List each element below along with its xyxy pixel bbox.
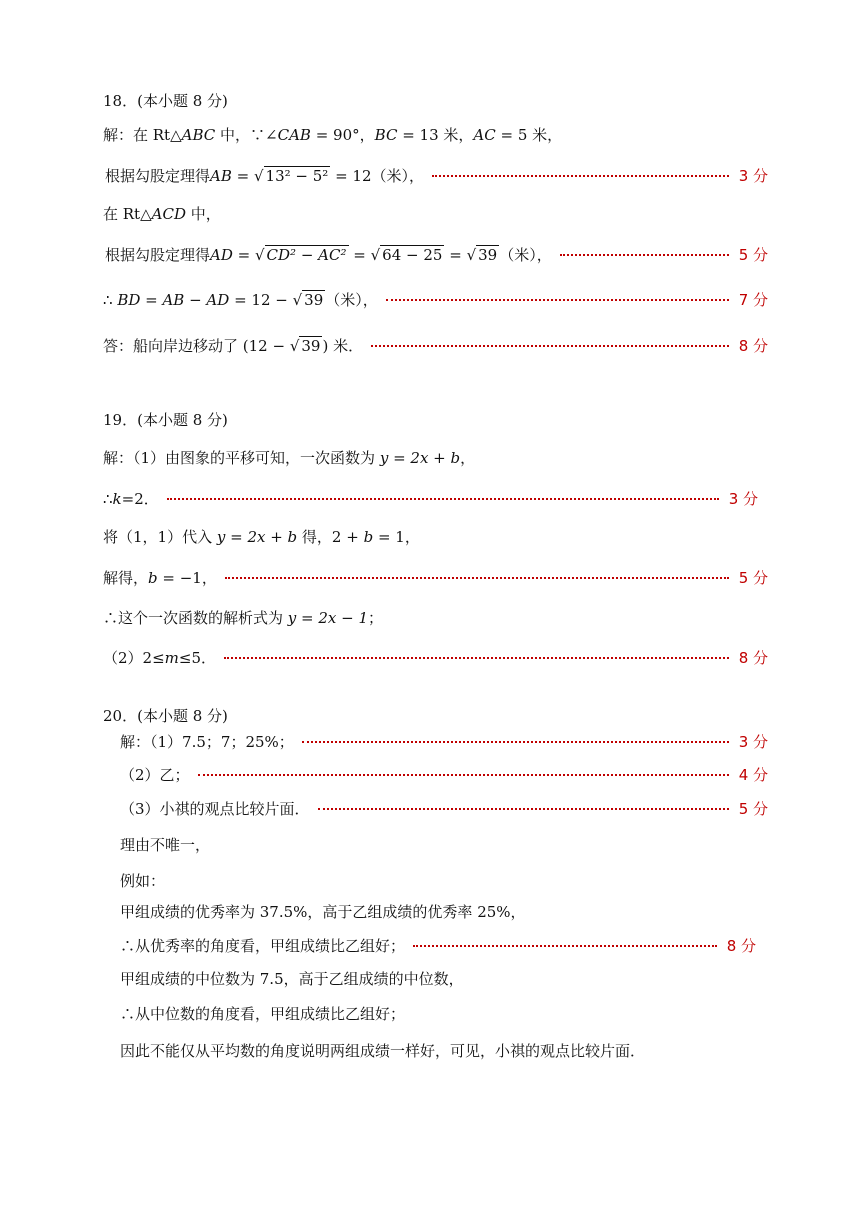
q20-line-5: 例如：: [120, 871, 166, 890]
q19-line-4: 解得，b = −1， 5 分: [103, 568, 768, 587]
q20-line-2: （2）乙； 4 分: [120, 765, 768, 784]
dotted-leader: [302, 741, 729, 743]
score-mark: 3 分: [738, 732, 768, 751]
q19-line-5: ∴这个一次函数的解析式为 y = 2x − 1；: [103, 608, 384, 627]
q20-line-10: 因此不能仅从平均数的角度说明两组成绩一样好，可见，小祺的观点比较片面．: [120, 1041, 646, 1060]
q20-line-7: ∴从优秀率的角度看，甲组成绩比乙组好； 8 分: [120, 936, 756, 955]
dotted-leader: [225, 577, 729, 579]
q18-line-1: 解：在 Rt△ABC 中，∵∠CAB = 90°，BC = 13 米，AC = 5 米，: [103, 125, 563, 144]
dotted-leader: [198, 774, 729, 776]
q20-line-4: 理由不唯一，: [120, 835, 211, 854]
score-mark: 8 分: [726, 936, 756, 955]
dotted-leader: [167, 498, 719, 500]
q18-line-3: 在 Rt△ACD 中，: [103, 204, 221, 223]
score-mark: 5 分: [738, 245, 768, 264]
score-mark: 4 分: [738, 765, 768, 784]
score-mark: 5 分: [738, 568, 768, 587]
q20-line-3: （3）小祺的观点比较片面． 5 分: [120, 799, 768, 818]
dotted-leader: [413, 945, 717, 947]
sqrt-symbol: √ CD² − AC²: [254, 245, 347, 264]
sqrt-symbol: √ 64 − 25: [370, 245, 443, 264]
sqrt-symbol: √ 39: [289, 336, 321, 355]
dotted-leader: [386, 299, 729, 301]
q20-line-8: 甲组成绩的中位数为 7.5，高于乙组成绩的中位数，: [120, 969, 464, 988]
score-mark: 5 分: [738, 799, 768, 818]
dotted-leader: [560, 254, 729, 256]
q18-line-5: ∴ BD = AB − AD = 12 − √ 39 （米）， 7 分: [103, 290, 768, 309]
q19-line-2: ∴k=2． 3 分: [103, 489, 758, 508]
score-mark: 8 分: [738, 648, 768, 667]
q18-line-2: 根据勾股定理得AB = √ 13² − 5² = 12（米）， 3 分: [105, 166, 768, 185]
dotted-leader: [432, 175, 729, 177]
q20-heading: 20．(本小题 8 分): [103, 706, 228, 725]
dotted-leader: [224, 657, 729, 659]
q20-line-1: 解：（1）7.5；7；25%； 3 分: [120, 732, 768, 751]
sqrt-symbol: √ 39: [292, 290, 324, 309]
q19-line-3: 将（1，1）代入 y = 2x + b 得，2 + b = 1，: [103, 527, 420, 546]
dotted-leader: [371, 345, 729, 347]
dotted-leader: [318, 808, 729, 810]
score-mark: 7 分: [738, 290, 768, 309]
q20-line-6: 甲组成绩的优秀率为 37.5%，高于乙组成绩的优秀率 25%，: [120, 902, 526, 921]
q18-line-6: 答：船向岸边移动了 (12 − √ 39 ) 米． 8 分: [103, 336, 768, 355]
q18-line-4: 根据勾股定理得AD = √ CD² − AC² = √ 64 − 25 = √ 39 （米）， 5 分: [105, 245, 768, 264]
score-mark: 3 分: [738, 166, 768, 185]
score-mark: 8 分: [738, 336, 768, 355]
q19-line-6: （2）2≤m≤5． 8 分: [103, 648, 768, 667]
q20-line-9: ∴从中位数的角度看，甲组成绩比乙组好；: [120, 1004, 406, 1023]
q19-line-1: 解：（1）由图象的平移可知，一次函数为 y = 2x + b，: [103, 448, 476, 467]
score-mark: 3 分: [728, 489, 758, 508]
q18-heading: 18．(本小题 8 分): [103, 91, 228, 110]
q19-heading: 19．(本小题 8 分): [103, 410, 228, 429]
sqrt-symbol: √ 13² − 5²: [253, 166, 329, 185]
sqrt-symbol: √ 39: [466, 245, 498, 264]
